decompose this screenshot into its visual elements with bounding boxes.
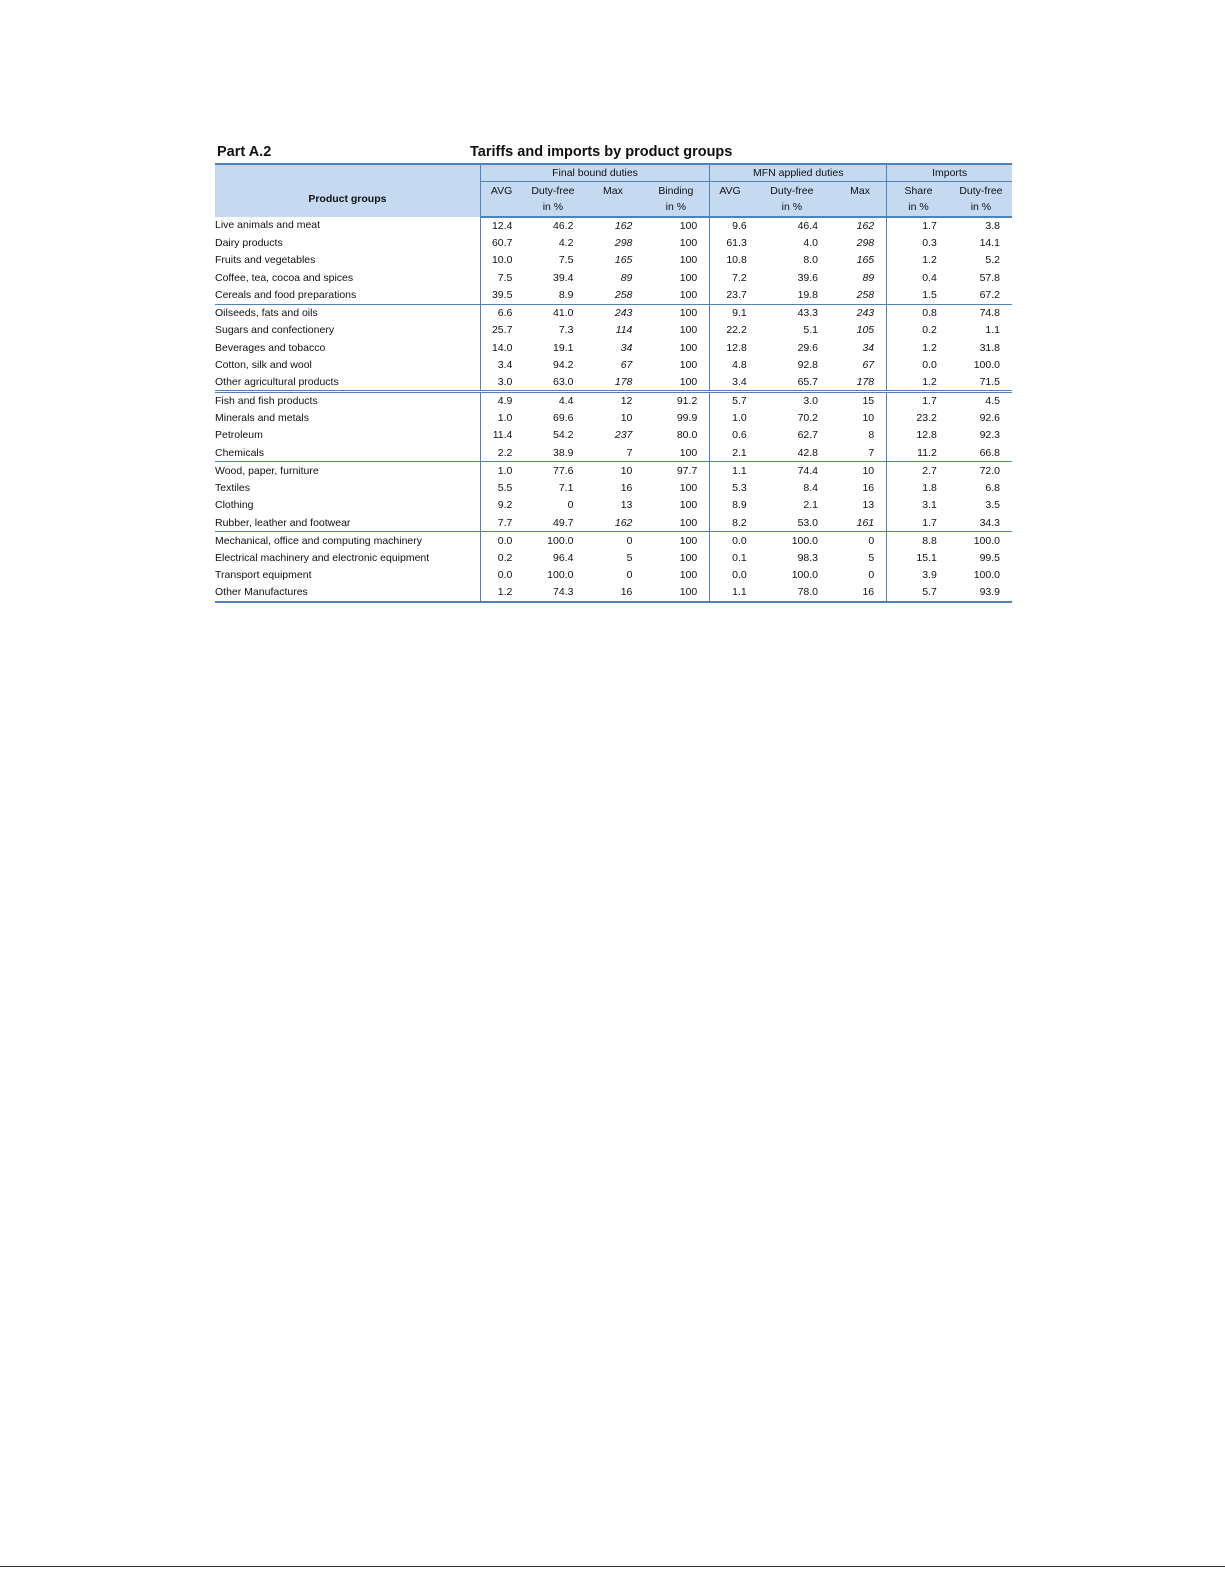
bound-avg-cell: 5.5 (480, 479, 522, 497)
mfn-max-cell: 298 (856, 236, 875, 249)
product-group-name: Fruits and vegetables (215, 254, 316, 267)
header-blank (710, 199, 750, 217)
mfn-duty-free-cell: 43.3 (750, 304, 834, 322)
table-row (215, 549, 1012, 567)
bound-avg-cell: 14.0 (480, 339, 522, 357)
bound-max-cell: 165 (614, 254, 633, 267)
bound-max-cell: 178 (614, 376, 633, 388)
binding-cell: 100 (679, 446, 698, 459)
bound-avg-cell: 11.4 (480, 427, 522, 445)
bound-max-cell: 7 (626, 446, 633, 459)
mfn-avg-cell: 3.4 (710, 374, 750, 392)
imports-share-cell: 1.7 (887, 514, 950, 532)
mfn-duty-free-cell: 65.7 (797, 376, 818, 388)
mfn-avg-cell: 8.9 (710, 497, 750, 515)
imports-share-cell: 3.1 (887, 497, 950, 515)
binding-cell: 100 (679, 569, 698, 582)
bound-duty-free-cell: 96.4 (553, 551, 574, 564)
bound-duty-free-cell: 7.5 (558, 254, 574, 267)
bound-max-cell: 12 (583, 392, 642, 410)
binding-cell: 100 (642, 584, 709, 602)
mfn-max-cell: 7 (868, 446, 875, 459)
mfn-max-cell: 67 (862, 359, 875, 372)
bound-max-cell: 67 (620, 359, 633, 372)
mfn-duty-free-cell: 4.0 (803, 236, 818, 249)
product-group-name: Rubber, leather and footwear (215, 516, 351, 529)
mfn-avg-cell: 1.1 (710, 584, 750, 602)
bound-avg-cell: 4.9 (480, 392, 522, 410)
mfn-avg-cell: 4.8 (710, 357, 750, 375)
binding-cell: 91.2 (642, 392, 709, 410)
table-row (215, 444, 1012, 462)
header-mfn-applied: MFN applied duties (710, 164, 887, 182)
imports-duty-free-cell: 3.5 (985, 499, 1000, 512)
table-row (215, 374, 1012, 392)
mfn-avg-cell: 7.2 (710, 269, 750, 287)
product-group-name: Cotton, silk and wool (215, 359, 312, 372)
header-imports-share: Share (887, 182, 950, 200)
bound-duty-free-cell: 100.0 (522, 532, 583, 550)
imports-share-cell: 0.4 (887, 269, 950, 287)
bound-avg-cell: 0.0 (480, 567, 522, 585)
bound-avg-cell: 0.0 (480, 532, 522, 550)
product-group-name: Petroleum (215, 429, 263, 442)
imports-duty-free-cell: 4.5 (950, 392, 1012, 410)
header-mfn-max: Max (850, 184, 870, 197)
header-blank (834, 199, 887, 217)
imports-share-cell: 1.7 (887, 217, 950, 235)
mfn-max-cell: 10 (862, 411, 875, 424)
mfn-max-cell: 0 (834, 532, 887, 550)
header-mfn-avg: AVG (710, 182, 750, 200)
header-imports: Imports (887, 164, 1012, 182)
mfn-avg-cell: 61.3 (710, 234, 750, 252)
bound-duty-free-cell: 19.1 (553, 341, 574, 354)
table-row (215, 462, 1012, 480)
tariffs-table (215, 163, 1012, 603)
mfn-duty-free-cell: 19.8 (797, 289, 818, 301)
header-bound-max: Max (603, 184, 623, 197)
header-product-groups: Product groups (308, 193, 387, 205)
imports-share-cell: 3.9 (887, 567, 950, 585)
bound-avg-cell: 60.7 (480, 234, 522, 252)
product-group-name: Textiles (215, 481, 251, 494)
bound-avg-cell: 1.0 (480, 409, 522, 427)
table-row (215, 532, 1012, 550)
bound-max-cell: 258 (614, 289, 633, 301)
mfn-max-cell: 243 (834, 304, 887, 322)
binding-cell: 100 (679, 499, 698, 512)
bound-duty-free-cell: 100.0 (547, 569, 574, 582)
table-row (215, 497, 1012, 515)
bound-avg-cell: 1.0 (480, 462, 522, 480)
product-group-name: Oilseeds, fats and oils (215, 304, 480, 322)
table-row (215, 322, 1012, 340)
mfn-avg-cell: 0.6 (710, 427, 750, 445)
imports-share-cell: 0.3 (887, 234, 950, 252)
mfn-max-cell: 89 (862, 271, 875, 284)
imports-share-cell: 1.2 (887, 374, 950, 392)
bound-max-cell: 5 (626, 551, 633, 564)
imports-duty-free-cell: 92.6 (979, 411, 1000, 424)
binding-cell: 100 (679, 271, 698, 284)
bound-max-cell: 89 (620, 271, 633, 284)
binding-cell: 100 (679, 376, 698, 388)
imports-share-cell: 1.5 (887, 287, 950, 305)
bound-max-cell: 243 (583, 304, 642, 322)
mfn-duty-free-cell: 8.4 (803, 481, 818, 494)
mfn-duty-free-cell: 2.1 (803, 499, 818, 512)
binding-cell: 100 (679, 359, 698, 372)
bound-avg-cell: 6.6 (480, 304, 522, 322)
bound-avg-cell: 12.4 (480, 217, 522, 235)
imports-share-cell: 0.2 (887, 322, 950, 340)
mfn-avg-cell: 5.3 (710, 479, 750, 497)
header-mfn-duty-free-unit: in % (750, 199, 834, 217)
imports-duty-free-cell: 99.5 (979, 551, 1000, 564)
bound-avg-cell: 3.4 (480, 357, 522, 375)
bound-duty-free-cell: 63.0 (553, 376, 574, 388)
mfn-max-cell: 13 (862, 499, 875, 512)
imports-duty-free-cell: 14.1 (979, 236, 1000, 249)
imports-duty-free-cell: 6.8 (985, 481, 1000, 494)
bound-max-cell: 10 (583, 462, 642, 480)
page-bottom-rule (0, 1566, 1225, 1567)
bound-max-cell: 298 (614, 236, 633, 249)
binding-cell: 100 (679, 551, 698, 564)
bound-avg-cell: 39.5 (480, 287, 522, 305)
header-bound-duty-free: Duty-free (531, 184, 575, 197)
mfn-duty-free-cell: 39.6 (797, 271, 818, 284)
header-imports-duty-free-unit: in % (950, 199, 1012, 217)
imports-duty-free-cell: 34.3 (979, 516, 1000, 529)
imports-duty-free-cell: 57.8 (979, 271, 1000, 284)
bound-max-cell: 10 (620, 411, 633, 424)
mfn-avg-cell: 2.1 (710, 444, 750, 462)
header-bound-duty-free-unit: in % (522, 199, 583, 217)
table-row (215, 287, 1012, 305)
imports-duty-free-cell: 66.8 (979, 446, 1000, 459)
bound-duty-free-cell: 4.2 (558, 236, 574, 249)
product-group-name: Other agricultural products (215, 376, 339, 388)
mfn-duty-free-cell: 3.0 (750, 392, 834, 410)
bound-max-cell: 162 (614, 219, 633, 232)
bound-duty-free-cell: 49.7 (553, 516, 574, 529)
header-final-bound: Final bound duties (480, 164, 709, 182)
header-imports-duty-free: Duty-free (959, 184, 1003, 197)
binding-cell: 100 (642, 304, 709, 322)
mfn-avg-cell: 0.0 (710, 532, 750, 550)
bound-duty-free-cell: 7.3 (558, 324, 574, 337)
mfn-duty-free-cell: 42.8 (797, 446, 818, 459)
binding-cell: 100 (679, 219, 698, 232)
imports-share-cell: 2.7 (887, 462, 950, 480)
imports-duty-free-cell: 3.8 (985, 219, 1000, 232)
binding-cell: 100 (679, 341, 698, 354)
imports-share-cell: 1.8 (887, 479, 950, 497)
product-group-name: Other Manufactures (215, 584, 480, 602)
product-group-name: Chemicals (215, 446, 265, 459)
mfn-avg-cell: 10.8 (710, 252, 750, 270)
table-row (215, 584, 1012, 602)
product-group-name: Cereals and food preparations (215, 289, 357, 301)
bound-duty-free-cell: 77.6 (522, 462, 583, 480)
bound-avg-cell: 7.7 (480, 514, 522, 532)
header-binding-unit: in % (642, 199, 709, 217)
product-group-name: Dairy products (215, 236, 283, 249)
binding-cell: 80.0 (676, 429, 698, 442)
mfn-max-cell: 10 (834, 462, 887, 480)
imports-duty-free-cell: 5.2 (985, 254, 1000, 267)
mfn-max-cell: 16 (862, 481, 875, 494)
header-imports-share-unit: in % (887, 199, 950, 217)
header-blank (480, 199, 522, 217)
product-group-name: Live animals and meat (215, 219, 321, 232)
mfn-max-cell: 8 (868, 429, 875, 442)
bound-avg-cell: 3.0 (480, 374, 522, 392)
imports-share-cell: 8.8 (887, 532, 950, 550)
table-row (215, 304, 1012, 322)
bound-duty-free-cell: 74.3 (522, 584, 583, 602)
table-row (215, 567, 1012, 585)
mfn-max-cell: 161 (856, 516, 875, 529)
table-row (215, 217, 1012, 235)
bound-max-cell: 13 (620, 499, 633, 512)
imports-share-cell: 11.2 (887, 444, 950, 462)
product-group-name: Wood, paper, furniture (215, 462, 480, 480)
table-row (215, 269, 1012, 287)
header-bound-avg: AVG (480, 182, 522, 200)
imports-share-cell: 12.8 (887, 427, 950, 445)
mfn-avg-cell: 0.1 (710, 549, 750, 567)
table-row (215, 409, 1012, 427)
imports-share-cell: 0.0 (887, 357, 950, 375)
imports-share-cell: 5.7 (887, 584, 950, 602)
product-group-name: Beverages and tobacco (215, 341, 326, 354)
bound-duty-free-cell: 69.6 (553, 411, 574, 424)
table-row (215, 252, 1012, 270)
header-mfn-duty-free: Duty-free (770, 184, 814, 197)
imports-duty-free-cell: 72.0 (950, 462, 1012, 480)
binding-cell: 100 (679, 481, 698, 494)
mfn-duty-free-cell: 100.0 (791, 569, 818, 582)
mfn-avg-cell: 8.2 (710, 514, 750, 532)
table-row (215, 392, 1012, 410)
table-row (215, 357, 1012, 375)
header-blank (215, 164, 480, 182)
imports-duty-free-cell: 92.3 (979, 429, 1000, 442)
mfn-avg-cell: 0.0 (710, 567, 750, 585)
mfn-avg-cell: 1.0 (710, 409, 750, 427)
mfn-duty-free-cell: 53.0 (797, 516, 818, 529)
bound-duty-free-cell: 7.1 (558, 481, 574, 494)
binding-cell: 100 (679, 236, 698, 249)
mfn-avg-cell: 12.8 (710, 339, 750, 357)
bound-avg-cell: 9.2 (480, 497, 522, 515)
table-row (215, 479, 1012, 497)
product-group-name: Clothing (215, 499, 254, 512)
mfn-avg-cell: 22.2 (710, 322, 750, 340)
product-group-name: Coffee, tea, cocoa and spices (215, 271, 354, 284)
mfn-duty-free-cell: 62.7 (797, 429, 818, 442)
bound-duty-free-cell: 38.9 (553, 446, 574, 459)
bound-avg-cell: 7.5 (480, 269, 522, 287)
binding-cell: 100 (679, 289, 698, 301)
mfn-max-cell: 258 (856, 289, 875, 301)
imports-share-cell: 15.1 (887, 549, 950, 567)
bound-max-cell: 16 (620, 481, 633, 494)
bound-max-cell: 114 (615, 324, 633, 337)
imports-share-cell: 23.2 (887, 409, 950, 427)
mfn-avg-cell: 9.6 (710, 217, 750, 235)
table-body (215, 217, 1012, 602)
imports-duty-free-cell: 100.0 (973, 569, 1000, 582)
header-blank (583, 199, 642, 217)
title-row (215, 143, 1012, 163)
bound-avg-cell: 1.2 (480, 584, 522, 602)
mfn-duty-free-cell: 74.4 (750, 462, 834, 480)
header-binding: Binding (658, 184, 694, 197)
bound-avg-cell: 0.2 (480, 549, 522, 567)
document-title: Tariffs and imports by product groups (470, 144, 733, 160)
binding-cell: 97.7 (642, 462, 709, 480)
bound-max-cell: 0 (583, 532, 642, 550)
mfn-duty-free-cell: 29.6 (797, 341, 818, 354)
imports-duty-free-cell: 100.0 (950, 532, 1012, 550)
bound-max-cell: 237 (614, 429, 633, 442)
bound-avg-cell: 25.7 (480, 322, 522, 340)
product-group-name: Mechanical, office and computing machinery (215, 532, 480, 550)
bound-duty-free-cell: 46.2 (553, 219, 574, 232)
imports-share-cell: 1.7 (887, 392, 950, 410)
mfn-duty-free-cell: 78.0 (750, 584, 834, 602)
product-group-name: Transport equipment (215, 569, 312, 582)
mfn-max-cell: 15 (834, 392, 887, 410)
mfn-max-cell: 34 (862, 341, 875, 354)
mfn-duty-free-cell: 8.0 (803, 254, 818, 267)
document-page (215, 143, 1012, 603)
mfn-duty-free-cell: 46.4 (797, 219, 818, 232)
binding-cell: 100 (642, 532, 709, 550)
mfn-duty-free-cell: 100.0 (750, 532, 834, 550)
imports-share-cell: 1.2 (887, 252, 950, 270)
mfn-avg-cell: 1.1 (710, 462, 750, 480)
table-row (215, 427, 1012, 445)
mfn-duty-free-cell: 5.1 (803, 324, 818, 337)
bound-max-cell: 0 (626, 569, 633, 582)
product-group-name: Sugars and confectionery (215, 324, 335, 337)
bound-duty-free-cell: 4.4 (522, 392, 583, 410)
bound-max-cell: 16 (583, 584, 642, 602)
mfn-avg-cell: 5.7 (710, 392, 750, 410)
imports-share-cell: 0.8 (887, 304, 950, 322)
bound-avg-cell: 10.0 (480, 252, 522, 270)
mfn-max-cell: 162 (856, 219, 875, 232)
product-group-name: Fish and fish products (215, 392, 480, 410)
imports-duty-free-cell: 100.0 (973, 359, 1000, 372)
table-row (215, 514, 1012, 532)
imports-duty-free-cell: 74.8 (950, 304, 1012, 322)
table-header (215, 164, 1012, 217)
bound-duty-free-cell: 39.4 (553, 271, 574, 284)
imports-duty-free-cell: 93.9 (950, 584, 1012, 602)
bound-max-cell: 162 (614, 516, 633, 529)
mfn-avg-cell: 23.7 (710, 287, 750, 305)
mfn-duty-free-cell: 92.8 (797, 359, 818, 372)
binding-cell: 100 (679, 324, 698, 337)
mfn-max-cell: 165 (856, 254, 875, 267)
imports-duty-free-cell: 71.5 (979, 376, 1000, 388)
product-group-name: Electrical machinery and electronic equipment (215, 551, 430, 564)
bound-duty-free-cell: 94.2 (553, 359, 574, 372)
part-label: Part A.2 (217, 144, 272, 160)
table-row (215, 234, 1012, 252)
product-group-name: Minerals and metals (215, 411, 309, 424)
bound-avg-cell: 2.2 (480, 444, 522, 462)
mfn-max-cell: 5 (868, 551, 875, 564)
table-row (215, 339, 1012, 357)
bound-duty-free-cell: 0 (567, 499, 574, 512)
imports-duty-free-cell: 31.8 (979, 341, 1000, 354)
bound-max-cell: 34 (620, 341, 633, 354)
binding-cell: 100 (679, 516, 698, 529)
binding-cell: 99.9 (676, 411, 698, 424)
mfn-max-cell: 105 (856, 324, 875, 337)
mfn-duty-free-cell: 98.3 (797, 551, 818, 564)
imports-duty-free-cell: 67.2 (979, 289, 1000, 301)
mfn-max-cell: 16 (834, 584, 887, 602)
bound-duty-free-cell: 8.9 (558, 289, 574, 301)
binding-cell: 100 (679, 254, 698, 267)
mfn-max-cell: 178 (856, 376, 875, 388)
imports-duty-free-cell: 1.1 (985, 324, 1000, 337)
mfn-avg-cell: 9.1 (710, 304, 750, 322)
bound-duty-free-cell: 41.0 (522, 304, 583, 322)
mfn-max-cell: 0 (868, 569, 875, 582)
mfn-duty-free-cell: 70.2 (797, 411, 818, 424)
bound-duty-free-cell: 54.2 (553, 429, 574, 442)
imports-share-cell: 1.2 (887, 339, 950, 357)
